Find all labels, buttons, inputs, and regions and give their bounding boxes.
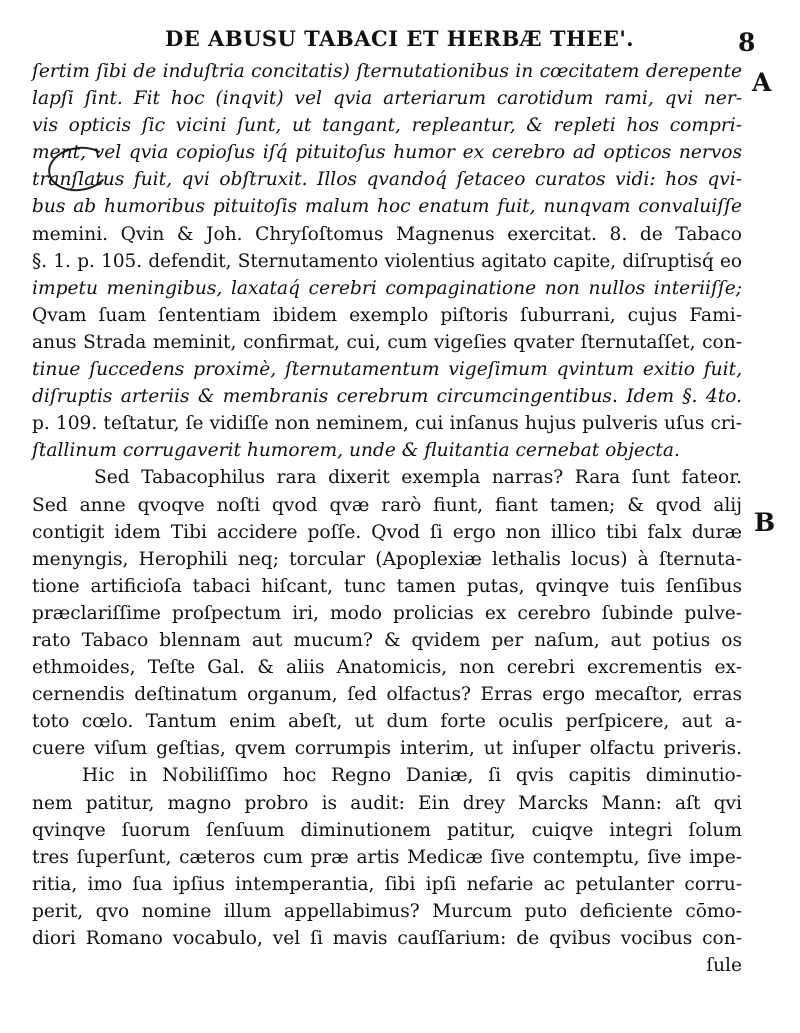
text-line: tranſlatus fuit, qvi obſtruxit. Illos qvandoq́ ſetaceo curatos vidi: hos qvi- (32, 169, 742, 191)
text-line: §. 1. p. 105. defendit, Sternutamento violentius agitato capite, diſruptisq́ eo (32, 250, 742, 272)
text-line: Qvam ſuam ſententiam ibidem exemplo piſtoris ſuburrani, cujus Fami- (32, 304, 742, 326)
text-line: p. 109. teſtatur, ſe vidiſſe non neminem, cui inſanus hujus pulveris uſus cri- (32, 413, 742, 435)
text-line: Hic in Nobiliſſimo hoc Regno Daniæ, ſi qvis capitis diminutio- (82, 765, 742, 787)
text-line: Sed Tabacophilus rara dixerit exempla narras? Rara ſunt fateor. (94, 467, 742, 489)
text-line: lapſi ſint. Fit hoc (inqvit) vel qvia arteriarum carotidum rami, qvi ner- (32, 88, 742, 110)
text-line: tione artificioſa tabaci hiſcant, tunc tamen putas, qvinqve tuis ſenſibus (32, 575, 742, 597)
text-line: diſruptis arteriis & membranis cerebrum circumcingentibus. Idem §. 4to. (32, 386, 742, 408)
margin-mark-a: A (752, 68, 772, 97)
text-line: perit, qvo nomine illum appellabimus? Murcum puto deficiente cōmo- (32, 900, 742, 922)
text-line: cernendis deſtinatum organum, ſed olfactus? Erras ergo mecaſtor, erras (32, 684, 742, 706)
text-line: impetu meningibus, laxataq́ cerebri compaginatione non nullos interiiſſe; (32, 277, 742, 299)
text-line: menyngis, Herophili neq; torcular (Apoplexiæ lethalis locus) à ſternuta- (32, 548, 742, 570)
text-line: vis opticis ſic vicini ſunt, ut tangant, repleantur, & repleti hos compri- (32, 115, 742, 137)
body-text (32, 58, 742, 979)
page-number: 8 (738, 28, 756, 57)
text-line: tinue ſuccedens proximè, ſternutamentum vigeſimum qvintum exitio fuit, (32, 359, 742, 381)
text-line: ment, vel qvia copioſus iſq́ pituitoſus humor ex cerebro ad opticos nervos (32, 142, 742, 164)
page-header (0, 22, 800, 57)
text-line: ſertim ſibi de induſtria concitatis) ſternutationibus in cœcitatem derepente (32, 61, 742, 82)
text-line: ritia, imo ſua ipſius intemperantia, ſibi ipſi nefarie ac petulanter corru- (32, 873, 742, 895)
text-line: qvinqve ſuorum ſenſuum diminutionem patitur, cuiqve integri ſolum (32, 819, 742, 841)
text-line: tres ſuperſunt, cæteros cum præ artis Medicæ ſive contemptu, ſive impe- (32, 846, 742, 868)
text-line: contigit idem Tibi accidere poſſe. Qvod ſi ergo non illico tibi falx duræ (32, 521, 742, 543)
text-line: toto cœlo. Tantum enim abeſt, ut dum forte oculis perſpicere, aut a- (32, 711, 742, 733)
text-line: Sed anne qvoqve noſti qvod qvæ rarò fiunt, fiant tamen; & qvod alij (32, 494, 742, 516)
text-line: cuere viſum geſtias, qvem corrumpis interim, ut inſuper olfactu priveris. (32, 738, 742, 760)
text-line: rato Tabaco blennam aut mucum? & qvidem per naſum, aut potius os (32, 629, 742, 651)
margin-mark-b: B (754, 508, 776, 537)
text-line: ethmoides, Teſte Gal. & aliis Anatomicis, non cerebri excrementis ex- (32, 657, 742, 679)
text-line: præclariſſime proſpectum iri, modo prolicias ex cerebro ſubinde pulve- (32, 602, 742, 624)
text-line: nem patitur, magno probro is audit: Ein drey Marcks Mann: aſt qvi (32, 792, 742, 814)
catchword: ſule (706, 955, 742, 977)
text-line: bus ab humoribus pituitoſis malum hoc enatum fuit, nunqvam convaluiſſe (32, 196, 742, 218)
text-line: ſtallinum corrugaverit humorem, unde & fluitantia cernebat objecta. (32, 440, 680, 462)
text-line: memini. Qvin & Joh. Chryſoſtomus Magnenus exercitat. 8. de Tabaco (32, 223, 742, 245)
text-line: anus Strada meminit, confirmat, cui, cum vigeſies qvater ſternutaſſet, con- (32, 331, 742, 353)
text-line: diori Romano vocabulo, vel ſi mavis cauſſarium: de qvibus vocibus con- (32, 928, 742, 949)
running-title: DE ABUSU TABACI ET HERBÆ THEE'. (165, 26, 635, 51)
